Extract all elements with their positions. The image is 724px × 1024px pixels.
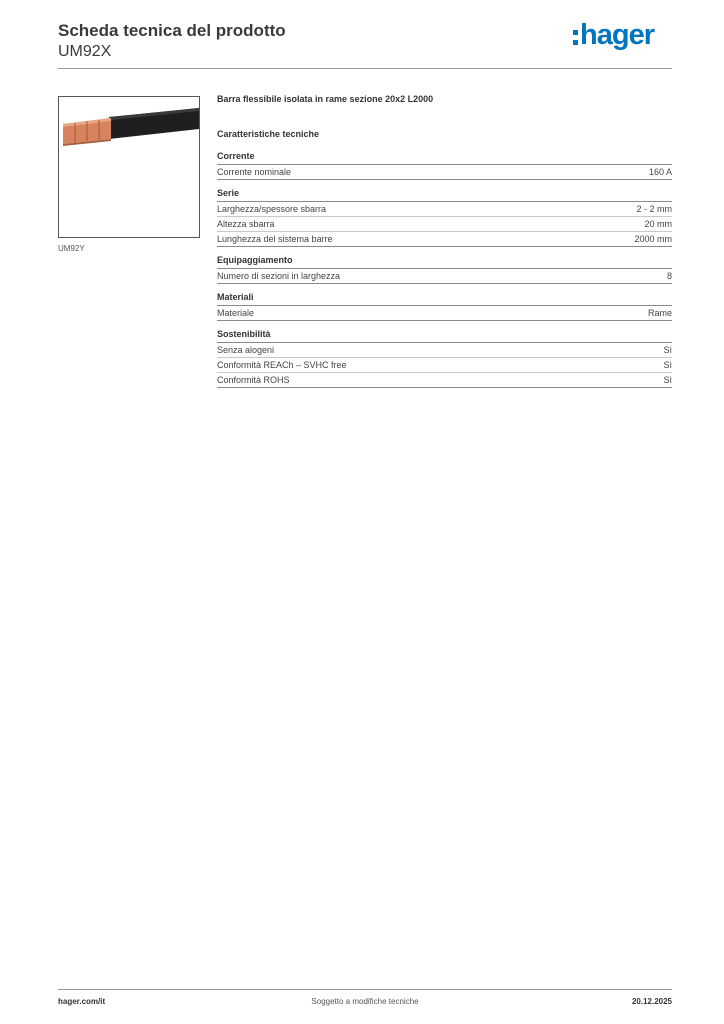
spec-row	[217, 165, 672, 180]
spec-value: Sì	[663, 360, 672, 370]
logo-dots-icon	[573, 30, 578, 45]
header-divider	[58, 68, 672, 69]
spec-group-sostenibilita	[217, 329, 672, 388]
group-title: Sostenibilità	[217, 329, 672, 343]
spec-row	[217, 343, 672, 358]
spec-row	[217, 232, 672, 247]
spec-value: 8	[666, 271, 672, 281]
spec-label: Larghezza/spessore sbarra	[217, 204, 327, 214]
spec-label: Conformità REACh – SVHC free	[217, 360, 347, 370]
image-caption: UM92Y	[58, 244, 85, 253]
footer-note: Soggetto a modifiche tecniche	[311, 997, 419, 1006]
spec-row	[217, 217, 672, 232]
spec-label: Numero di sezioni in larghezza	[217, 271, 341, 281]
footer-website-link[interactable]: hager.com/it	[58, 997, 106, 1006]
section-heading: Caratteristiche tecniche	[217, 129, 320, 139]
product-code: UM92X	[58, 43, 112, 60]
product-description: Barra flessibile isolata in rame sezione 20x2 L2000	[217, 94, 434, 104]
spec-label: Conformità ROHS	[217, 375, 290, 385]
spec-label: Altezza sbarra	[217, 219, 275, 229]
spec-group-equipaggiamento	[217, 255, 672, 284]
spec-value: 160 A	[648, 167, 672, 177]
spec-row	[217, 269, 672, 284]
group-title: Corrente	[217, 151, 672, 165]
spec-content	[217, 94, 672, 388]
group-title: Serie	[217, 188, 672, 202]
spec-label: Senza alogeni	[217, 345, 275, 355]
group-title: Materiali	[217, 292, 672, 306]
spec-value: Rame	[647, 308, 672, 318]
spec-value: Sì	[663, 345, 672, 355]
spec-value: Sì	[663, 375, 672, 385]
group-title: Equipaggiamento	[217, 255, 672, 269]
spec-label: Corrente nominale	[217, 167, 292, 177]
spec-row	[217, 373, 672, 388]
spec-row	[217, 306, 672, 321]
spec-label: Materiale	[217, 308, 255, 318]
footer-date: 20.12.2025	[631, 997, 672, 1006]
page-header	[58, 20, 672, 62]
spec-value: 2 - 2 mm	[636, 204, 672, 214]
spec-group-materiali	[217, 292, 672, 321]
logo-wordmark: hager	[580, 19, 654, 51]
spec-value: 20 mm	[644, 219, 672, 229]
hager-logo[interactable]	[573, 20, 654, 50]
spec-row	[217, 202, 672, 217]
product-image-frame	[58, 96, 200, 238]
spec-value: 2000 mm	[634, 234, 672, 244]
busbar-product-image	[59, 97, 199, 237]
spec-group-corrente	[217, 151, 672, 180]
page-title: Scheda tecnica del prodotto	[58, 21, 286, 40]
footer-divider	[58, 989, 672, 990]
spec-label: Lunghezza del sistema barre	[217, 234, 333, 244]
spec-row	[217, 358, 672, 373]
spec-group-serie	[217, 188, 672, 247]
